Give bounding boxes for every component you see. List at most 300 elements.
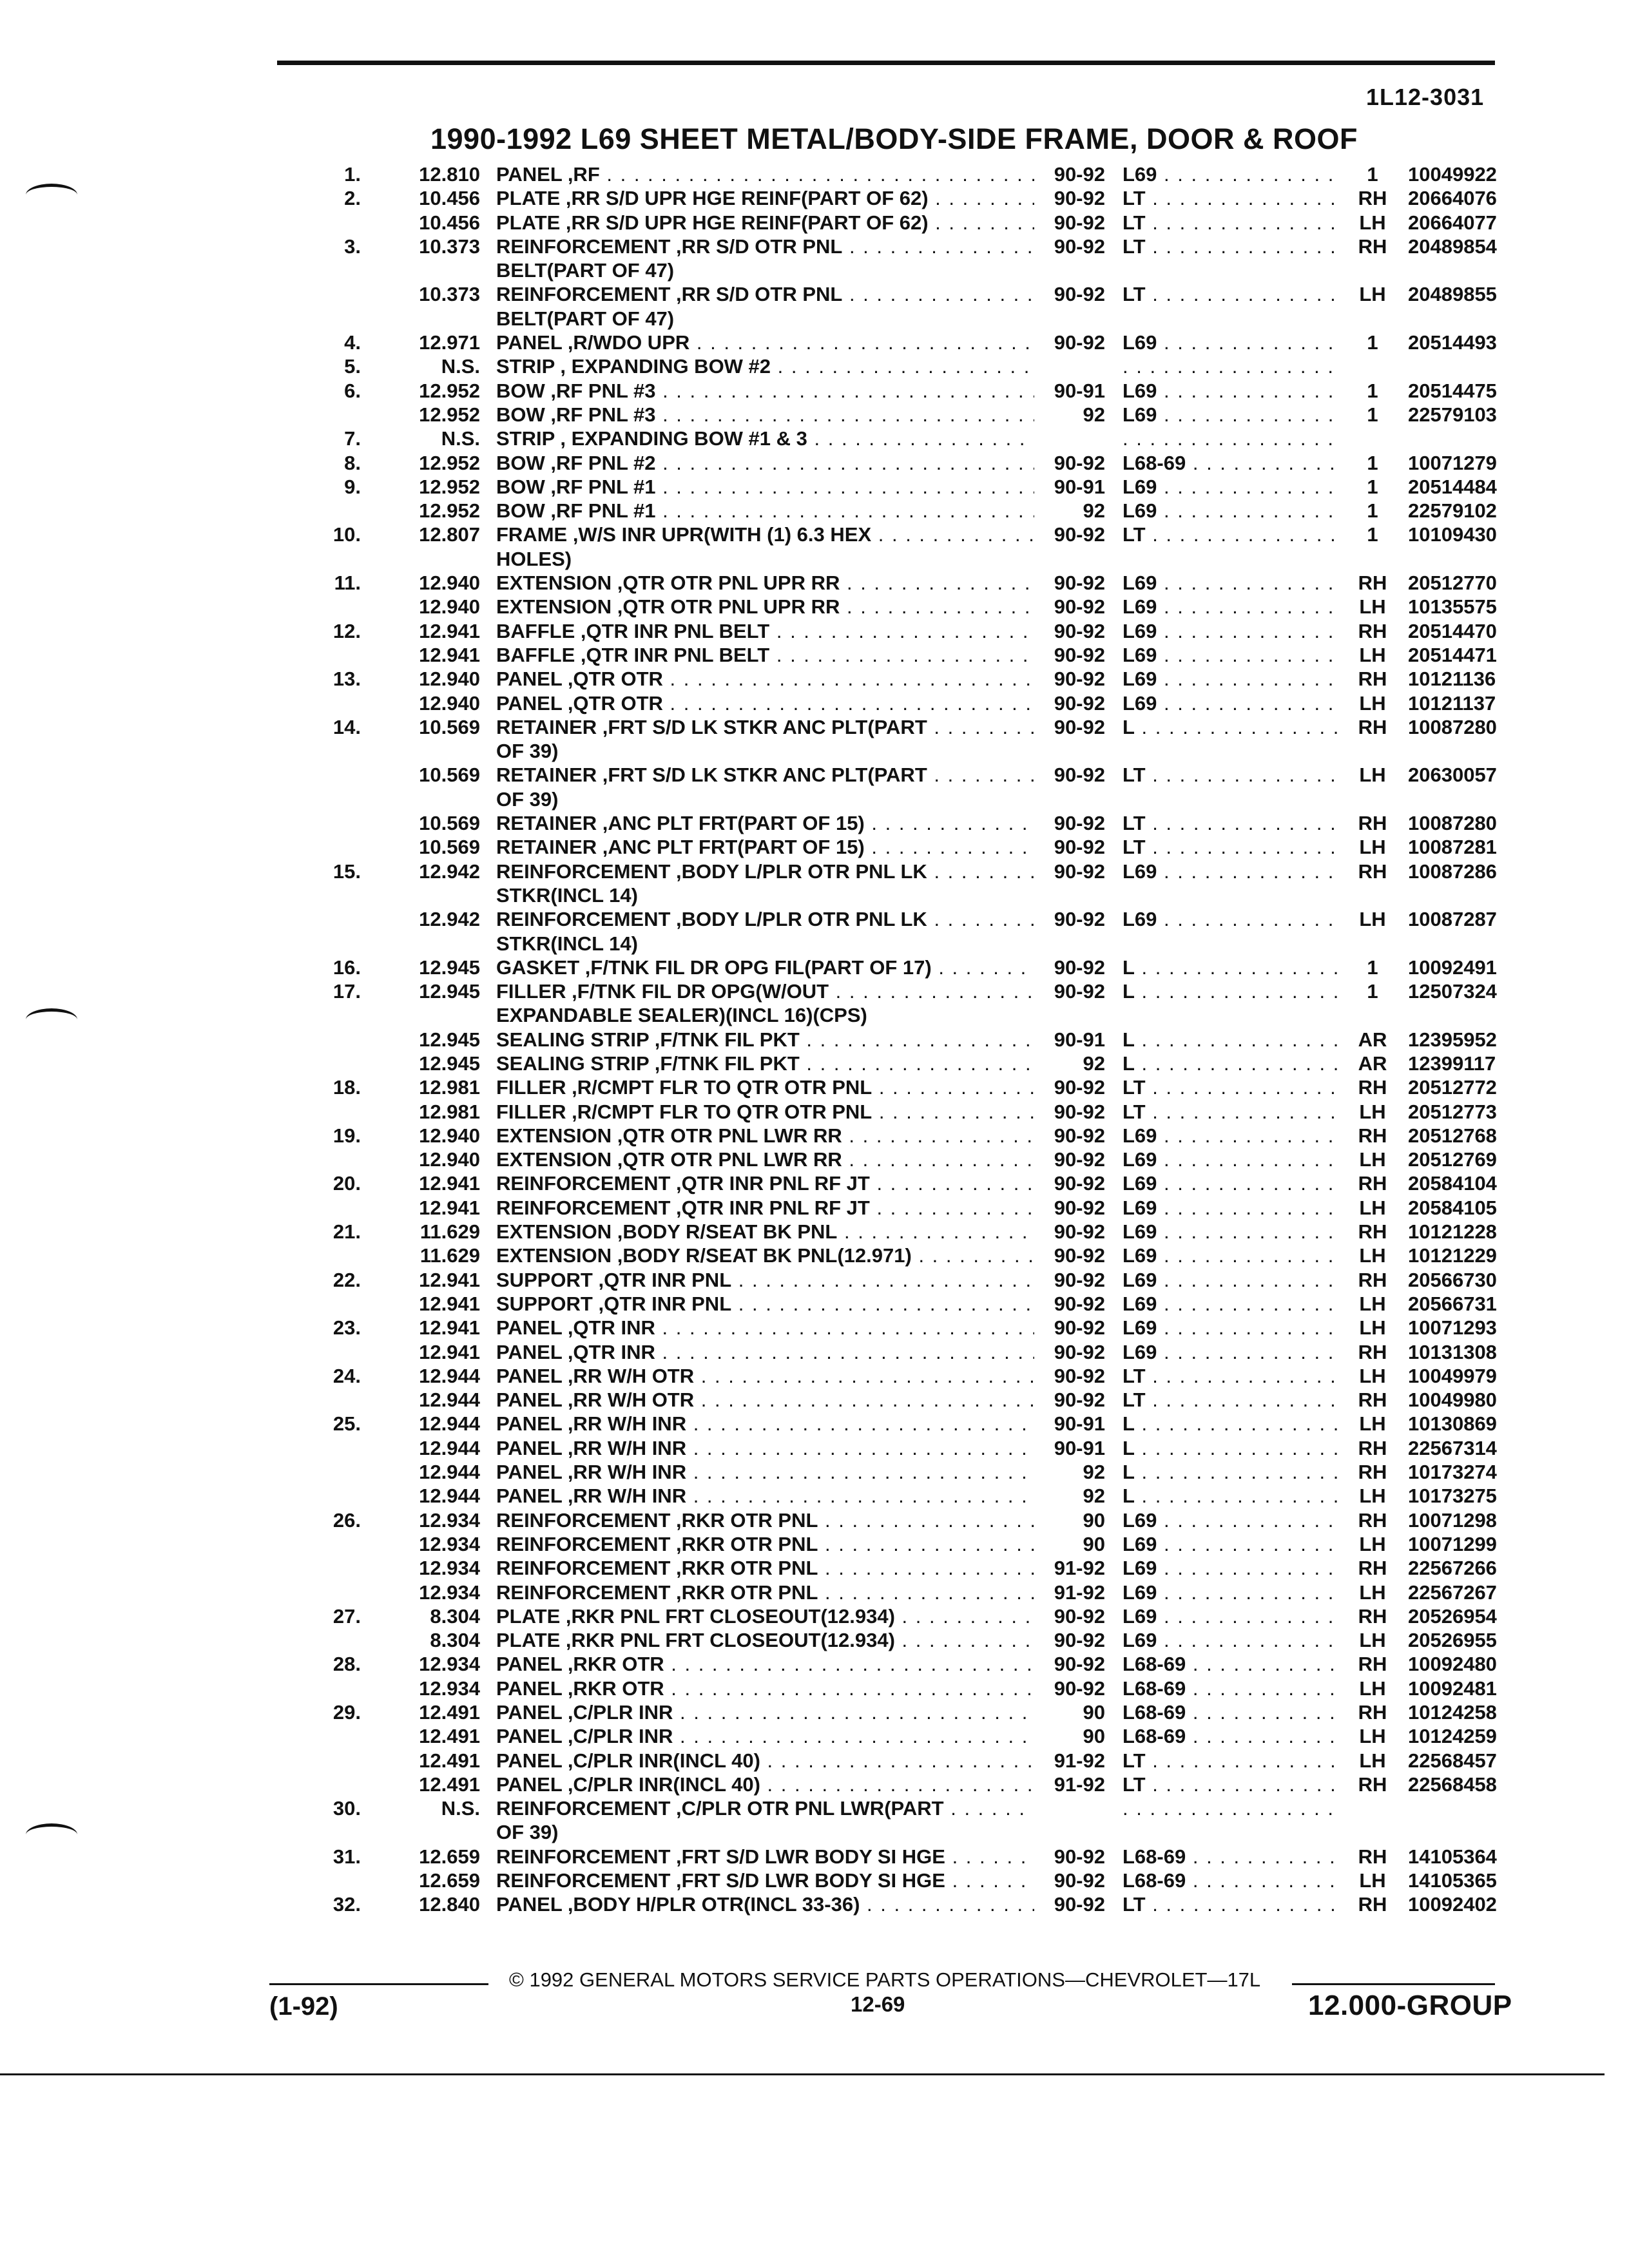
part-row (0, 643, 1629, 667)
part-description: PLATE ,RR S/D UPR HGE REINF(PART OF 62) . . . (496, 211, 1034, 235)
group-number: 12.807 (419, 523, 480, 546)
group-number: 12.945 (419, 956, 480, 979)
part-number: 10109430 (1408, 523, 1497, 546)
quantity: LH (1359, 1869, 1386, 1892)
quantity: LH (1359, 643, 1386, 666)
model-code: LT . . . (1123, 1773, 1342, 1796)
quantity: LH (1359, 1364, 1386, 1387)
part-row (0, 595, 1629, 619)
part-description: SUPPORT ,QTR INR PNL . . . (496, 1292, 1034, 1316)
part-row (0, 211, 1629, 235)
part-row (0, 1604, 1629, 1628)
model-years: 90-92 (1054, 1292, 1105, 1315)
quantity: LH (1359, 211, 1386, 234)
part-number: 22568457 (1408, 1749, 1497, 1772)
model-code: L69 . . . (1123, 595, 1342, 619)
item-number: 14. (333, 715, 361, 738)
quantity: LH (1359, 1725, 1386, 1748)
model-years: 90-92 (1054, 1076, 1105, 1099)
part-description: BAFFLE ,QTR INR PNL BELT . . . (496, 619, 1034, 643)
part-row-continuation (0, 547, 1629, 571)
part-description: EXTENSION ,BODY R/SEAT BK PNL . . . (496, 1220, 1034, 1244)
model-years: 91-92 (1054, 1557, 1105, 1580)
part-description: PANEL ,RKR OTR . . . (496, 1677, 1034, 1700)
part-number: 20514484 (1408, 475, 1497, 498)
quantity: LH (1359, 1100, 1386, 1123)
part-row (0, 427, 1629, 450)
model-code: LT . . . (1123, 235, 1342, 258)
model-years: 90-92 (1054, 812, 1105, 835)
group-number: 12.952 (419, 451, 480, 474)
model-code: LT . . . (1123, 1100, 1342, 1124)
quantity: LH (1359, 1581, 1386, 1604)
part-number: 20512769 (1408, 1148, 1497, 1171)
model-code: L69 . . . (1123, 403, 1342, 427)
quantity: RH (1358, 1340, 1387, 1363)
model-years: 90-92 (1054, 980, 1105, 1003)
item-number: 6. (344, 379, 361, 402)
model-code: L69 . . . (1123, 667, 1342, 691)
part-description: REINFORCEMENT ,C/PLR OTR PNL LWR(PART . . . (496, 1796, 1034, 1820)
group-number: 10.569 (419, 764, 480, 787)
model-code: L69 . . . (1123, 331, 1342, 354)
group-number: 10.373 (419, 283, 480, 306)
model-code: L . . . (1123, 1460, 1342, 1484)
group-number: 12.941 (419, 643, 480, 666)
group-number: 12.934 (419, 1557, 480, 1580)
part-row (0, 811, 1629, 835)
model-code: LT . . . (1123, 763, 1342, 787)
part-row (0, 1388, 1629, 1412)
quantity: RH (1358, 1701, 1387, 1724)
quantity: LH (1359, 595, 1386, 619)
part-number: 14105365 (1408, 1869, 1497, 1892)
model-years: 90-92 (1054, 836, 1105, 859)
part-description: REINFORCEMENT ,QTR INR PNL RF JT . . . (496, 1196, 1034, 1220)
group-number: 12.971 (419, 331, 480, 354)
part-row (0, 1532, 1629, 1556)
group-number: 12.981 (419, 1076, 480, 1099)
part-number: 20526955 (1408, 1629, 1497, 1652)
model-code: L69 . . . (1123, 1604, 1342, 1628)
part-description: EXTENSION ,BODY R/SEAT BK PNL(12.971) . . . (496, 1244, 1034, 1267)
part-row (0, 1628, 1629, 1652)
model-years: 91-92 (1054, 1773, 1105, 1796)
part-number: 20664077 (1408, 211, 1497, 234)
quantity: RH (1358, 1220, 1387, 1244)
group-number: 12.940 (419, 668, 480, 691)
part-row (0, 282, 1629, 306)
part-row (0, 1869, 1629, 1892)
quantity: RH (1358, 1268, 1387, 1291)
model-code: L69 . . . (1123, 571, 1342, 595)
quantity: RH (1358, 715, 1387, 738)
part-row (0, 1700, 1629, 1724)
part-description: PANEL ,RF . . . (496, 162, 1034, 186)
quantity: LH (1359, 1629, 1386, 1652)
model-years: 90-91 (1054, 1436, 1105, 1459)
part-row (0, 475, 1629, 499)
group-number: 12.981 (419, 1100, 480, 1123)
group-number: 12.941 (419, 619, 480, 642)
group-number: 10.569 (419, 715, 480, 738)
part-description: PANEL ,RR W/H INR . . . (496, 1484, 1034, 1508)
part-row-continuation (0, 258, 1629, 282)
part-row (0, 1148, 1629, 1171)
group-number: 10.456 (419, 211, 480, 234)
part-number: 22567267 (1408, 1581, 1497, 1604)
quantity: LH (1359, 283, 1386, 306)
part-description: STRIP , EXPANDING BOW #2 . . . (496, 354, 1034, 378)
model-years: 92 (1083, 1052, 1105, 1075)
model-years: 90-92 (1054, 1677, 1105, 1700)
part-row (0, 523, 1629, 546)
part-description: BOW ,RF PNL #2 . . . (496, 451, 1034, 475)
group-number: 12.940 (419, 691, 480, 715)
part-number: 10173274 (1408, 1461, 1497, 1484)
part-number: 10135575 (1408, 595, 1497, 619)
model-years: 90-92 (1054, 1340, 1105, 1363)
item-number: 5. (344, 355, 361, 378)
model-code: L69 . . . (1123, 1532, 1342, 1556)
part-row (0, 715, 1629, 739)
model-years: 90-92 (1054, 331, 1105, 354)
quantity: 1 (1367, 403, 1378, 426)
model-years: 90-92 (1054, 764, 1105, 787)
item-number: 11. (334, 572, 361, 595)
quantity: RH (1358, 572, 1387, 595)
part-description: FILLER ,R/CMPT FLR TO QTR OTR PNL . . . (496, 1075, 1034, 1099)
quantity: LH (1359, 1292, 1386, 1315)
quantity: RH (1358, 1436, 1387, 1459)
part-number: 10130869 (1408, 1412, 1497, 1436)
part-row (0, 1220, 1629, 1244)
group-number: 12.942 (419, 908, 480, 931)
model-years: 90-92 (1054, 595, 1105, 619)
group-number: 12.945 (419, 1028, 480, 1051)
model-years: 90-92 (1054, 211, 1105, 234)
part-row (0, 1100, 1629, 1124)
model-code: L69 . . . (1123, 691, 1342, 715)
item-number: 20. (333, 1172, 361, 1195)
part-description: BAFFLE ,QTR INR PNL BELT . . . (496, 643, 1034, 667)
quantity: LH (1359, 1749, 1386, 1772)
model-code: L69 . . . (1123, 499, 1342, 523)
group-number: 10.569 (419, 812, 480, 835)
part-description: EXPANDABLE SEALER)(INCL 16)(CPS) (496, 1004, 867, 1027)
part-row (0, 1340, 1629, 1364)
group-number: 12.840 (419, 1893, 480, 1916)
group-number: 12.659 (419, 1869, 480, 1892)
item-number: 10. (333, 523, 361, 546)
model-years: 90-92 (1054, 643, 1105, 666)
part-number: 20514471 (1408, 643, 1497, 666)
part-row (0, 451, 1629, 475)
group-number: 12.940 (419, 1124, 480, 1147)
part-row (0, 1749, 1629, 1773)
quantity: LH (1359, 1196, 1386, 1219)
part-row (0, 1244, 1629, 1267)
group-number: 12.941 (419, 1196, 480, 1219)
group-number: 12.941 (419, 1292, 480, 1315)
group-number: 12.941 (419, 1268, 480, 1291)
item-number: 18. (333, 1076, 361, 1099)
model-code: LT . . . (1123, 186, 1342, 210)
model-years: 90-92 (1054, 451, 1105, 474)
item-number: 13. (333, 668, 361, 691)
quantity: LH (1359, 1316, 1386, 1340)
model-years: 91-92 (1054, 1749, 1105, 1772)
model-code: L69 . . . (1123, 1268, 1342, 1292)
quantity: RH (1358, 187, 1387, 210)
group-number: 12.934 (419, 1508, 480, 1532)
part-description: BOW ,RF PNL #3 . . . (496, 403, 1034, 427)
part-row (0, 1677, 1629, 1700)
model-code: L . . . (1123, 979, 1342, 1003)
part-number: 22568458 (1408, 1773, 1497, 1796)
model-code: LT . . . (1123, 811, 1342, 835)
model-years: 90-92 (1054, 1268, 1105, 1291)
model-years: 90-92 (1054, 1244, 1105, 1267)
model-code: L69 . . . (1123, 643, 1342, 667)
part-description: SEALING STRIP ,F/TNK FIL PKT . . . (496, 1052, 1034, 1075)
part-description: RETAINER ,ANC PLT FRT(PART OF 15) . . . (496, 811, 1034, 835)
model-years: 90-92 (1054, 691, 1105, 715)
part-description: STKR(INCL 14) (496, 932, 638, 955)
model-code: L69 . . . (1123, 1244, 1342, 1267)
model-code: LT . . . (1123, 1892, 1342, 1916)
part-number: 10092481 (1408, 1677, 1497, 1700)
page-title: 1990-1992 L69 SHEET METAL/BODY-SIDE FRAME, DOOR & ROOF (430, 122, 1358, 155)
model-code: L68-69 . . . (1123, 1652, 1342, 1676)
model-code: LT . . . (1123, 282, 1342, 306)
part-row (0, 1724, 1629, 1748)
date-code: (1-92) (269, 1992, 338, 2021)
item-number: 15. (333, 860, 361, 883)
quantity: LH (1359, 908, 1386, 931)
part-row (0, 1292, 1629, 1316)
page-number: 12-69 (851, 1992, 905, 2016)
model-years: 90-92 (1054, 572, 1105, 595)
part-description: GASKET ,F/TNK FIL DR OPG FIL(PART OF 17) . . . (496, 956, 1034, 979)
part-row (0, 1892, 1629, 1916)
group-number: 12.944 (419, 1461, 480, 1484)
model-code: L69 . . . (1123, 475, 1342, 499)
group-number: 12.934 (419, 1653, 480, 1676)
model-years: 90-92 (1054, 1172, 1105, 1195)
model-code: L68-69 . . . (1123, 451, 1342, 475)
model-years: 90-92 (1054, 1316, 1105, 1340)
model-years: 90-92 (1054, 1653, 1105, 1676)
group-number: 12.945 (419, 1052, 480, 1075)
part-number: 22579102 (1408, 499, 1497, 523)
group-number: 12.942 (419, 860, 480, 883)
quantity: RH (1358, 1508, 1387, 1532)
part-row-continuation (0, 739, 1629, 763)
part-row (0, 235, 1629, 258)
model-code: LT . . . (1123, 1364, 1342, 1388)
top-rule (277, 61, 1495, 65)
part-number: 20584104 (1408, 1172, 1497, 1195)
part-number: 10071299 (1408, 1532, 1497, 1555)
part-description: PANEL ,QTR OTR . . . (496, 667, 1034, 691)
part-number: 10087287 (1408, 908, 1497, 931)
part-number: 12507324 (1408, 980, 1497, 1003)
group-number: 12.934 (419, 1581, 480, 1604)
quantity: RH (1358, 812, 1387, 835)
group-number: 8.304 (430, 1629, 480, 1652)
item-number: 29. (333, 1701, 361, 1724)
part-row-continuation (0, 932, 1629, 956)
part-row (0, 1412, 1629, 1436)
part-row (0, 979, 1629, 1003)
page-id: 1L12-3031 (1366, 84, 1485, 110)
part-number: 10124259 (1408, 1725, 1497, 1748)
part-description: HOLES) (496, 547, 572, 570)
group-number: 11.629 (419, 1244, 480, 1267)
model-years: 92 (1083, 1485, 1105, 1508)
part-description: BOW ,RF PNL #3 . . . (496, 379, 1034, 403)
group-number: 12.491 (419, 1773, 480, 1796)
group-number: 12.940 (419, 595, 480, 619)
quantity: LH (1359, 764, 1386, 787)
footer-rule-left (269, 1983, 488, 1985)
model-code: L69 . . . (1123, 1124, 1342, 1148)
item-number: 1. (344, 163, 361, 186)
group-number: 12.491 (419, 1725, 480, 1748)
part-description: BOW ,RF PNL #1 . . . (496, 475, 1034, 499)
part-number: 12395952 (1408, 1028, 1497, 1051)
part-number: 20512770 (1408, 572, 1497, 595)
part-row-continuation (0, 307, 1629, 331)
part-row (0, 1052, 1629, 1075)
model-years: 90-92 (1054, 1220, 1105, 1244)
part-number: 20566731 (1408, 1292, 1497, 1315)
item-number: 7. (344, 427, 361, 450)
group-number: 12.941 (419, 1340, 480, 1363)
model-years: 90-92 (1054, 668, 1105, 691)
part-number: 20514475 (1408, 379, 1497, 402)
model-code: L69 . . . (1123, 1556, 1342, 1580)
part-number: 10071293 (1408, 1316, 1497, 1340)
part-description: PANEL ,RKR OTR . . . (496, 1652, 1034, 1676)
part-description: PANEL ,C/PLR INR . . . (496, 1724, 1034, 1748)
group-number: N.S. (441, 355, 480, 378)
part-row (0, 1171, 1629, 1195)
part-row (0, 499, 1629, 523)
part-description: RETAINER ,FRT S/D LK STKR ANC PLT(PART . . . (496, 763, 1034, 787)
part-description: OF 39) (496, 1821, 559, 1844)
model-code: L68-69 . . . (1123, 1724, 1342, 1748)
part-description: REINFORCEMENT ,RKR OTR PNL . . . (496, 1581, 1034, 1604)
quantity: LH (1359, 836, 1386, 859)
model-code (1123, 354, 1342, 378)
model-code: L . . . (1123, 1436, 1342, 1460)
part-number: 20584105 (1408, 1196, 1497, 1219)
part-number: 10121228 (1408, 1220, 1497, 1244)
group-number: 12.952 (419, 499, 480, 523)
part-number: 10087281 (1408, 836, 1497, 859)
part-number: 20526954 (1408, 1604, 1497, 1628)
group-number: 12.944 (419, 1364, 480, 1387)
part-description: PANEL ,RR W/H OTR . . . (496, 1364, 1034, 1388)
quantity: AR (1358, 1028, 1387, 1051)
part-row (0, 1581, 1629, 1604)
item-number: 23. (333, 1316, 361, 1340)
model-years: 90-92 (1054, 619, 1105, 642)
part-row (0, 1436, 1629, 1460)
quantity: RH (1358, 1461, 1387, 1484)
group-number: 12.659 (419, 1845, 480, 1868)
part-description: EXTENSION ,QTR OTR PNL UPR RR . . . (496, 595, 1034, 619)
part-number: 10131308 (1408, 1340, 1497, 1363)
part-description: EXTENSION ,QTR OTR PNL LWR RR . . . (496, 1148, 1034, 1171)
model-years: 90-92 (1054, 235, 1105, 258)
group-number: 12.934 (419, 1677, 480, 1700)
group-number: 12.952 (419, 403, 480, 426)
part-description: PANEL ,C/PLR INR(INCL 40) . . . (496, 1749, 1034, 1773)
part-description: PANEL ,RR W/H INR . . . (496, 1460, 1034, 1484)
part-row (0, 1508, 1629, 1532)
part-description: REINFORCEMENT ,BODY L/PLR OTR PNL LK . . . (496, 907, 1034, 931)
model-code: L . . . (1123, 1412, 1342, 1436)
model-years: 90-92 (1054, 1869, 1105, 1892)
model-code: L69 . . . (1123, 907, 1342, 931)
model-years: 90 (1083, 1701, 1105, 1724)
quantity: 1 (1367, 379, 1378, 402)
quantity: LH (1359, 691, 1386, 715)
part-number: 20630057 (1408, 764, 1497, 787)
model-years: 90-92 (1054, 908, 1105, 931)
part-number: 10173275 (1408, 1485, 1497, 1508)
part-number: 10092491 (1408, 956, 1497, 979)
part-description: PLATE ,RKR PNL FRT CLOSEOUT(12.934) . . . (496, 1628, 1034, 1652)
part-description: PLATE ,RKR PNL FRT CLOSEOUT(12.934) . . . (496, 1604, 1034, 1628)
part-description: REINFORCEMENT ,RR S/D OTR PNL . . . (496, 282, 1034, 306)
part-number: 20489855 (1408, 283, 1497, 306)
model-years: 90-92 (1054, 956, 1105, 979)
part-description: REINFORCEMENT ,RKR OTR PNL . . . (496, 1532, 1034, 1556)
quantity: 1 (1367, 163, 1378, 186)
part-description: SUPPORT ,QTR INR PNL . . . (496, 1268, 1034, 1292)
part-row (0, 354, 1629, 378)
part-number: 20514470 (1408, 619, 1497, 642)
quantity: 1 (1367, 451, 1378, 474)
quantity: RH (1358, 1604, 1387, 1628)
group-number: 12.944 (419, 1412, 480, 1436)
model-code: L . . . (1123, 1052, 1342, 1075)
group-number: 12.491 (419, 1701, 480, 1724)
part-row (0, 379, 1629, 403)
part-number: 10071298 (1408, 1508, 1497, 1532)
group-number: 10.569 (419, 836, 480, 859)
model-years: 90 (1083, 1725, 1105, 1748)
group-number: 12.941 (419, 1316, 480, 1340)
item-number: 21. (333, 1220, 361, 1244)
group-number: N.S. (441, 427, 480, 450)
model-years: 90-92 (1054, 1629, 1105, 1652)
quantity: 1 (1367, 475, 1378, 498)
part-number: 10124258 (1408, 1701, 1497, 1724)
quantity: RH (1358, 1076, 1387, 1099)
group-number: 12.944 (419, 1389, 480, 1412)
part-row (0, 331, 1629, 354)
part-row (0, 1460, 1629, 1484)
part-description: OF 39) (496, 740, 559, 763)
model-code: LT . . . (1123, 1075, 1342, 1099)
model-years: 90-92 (1054, 1364, 1105, 1387)
model-years: 90-91 (1054, 1028, 1105, 1051)
